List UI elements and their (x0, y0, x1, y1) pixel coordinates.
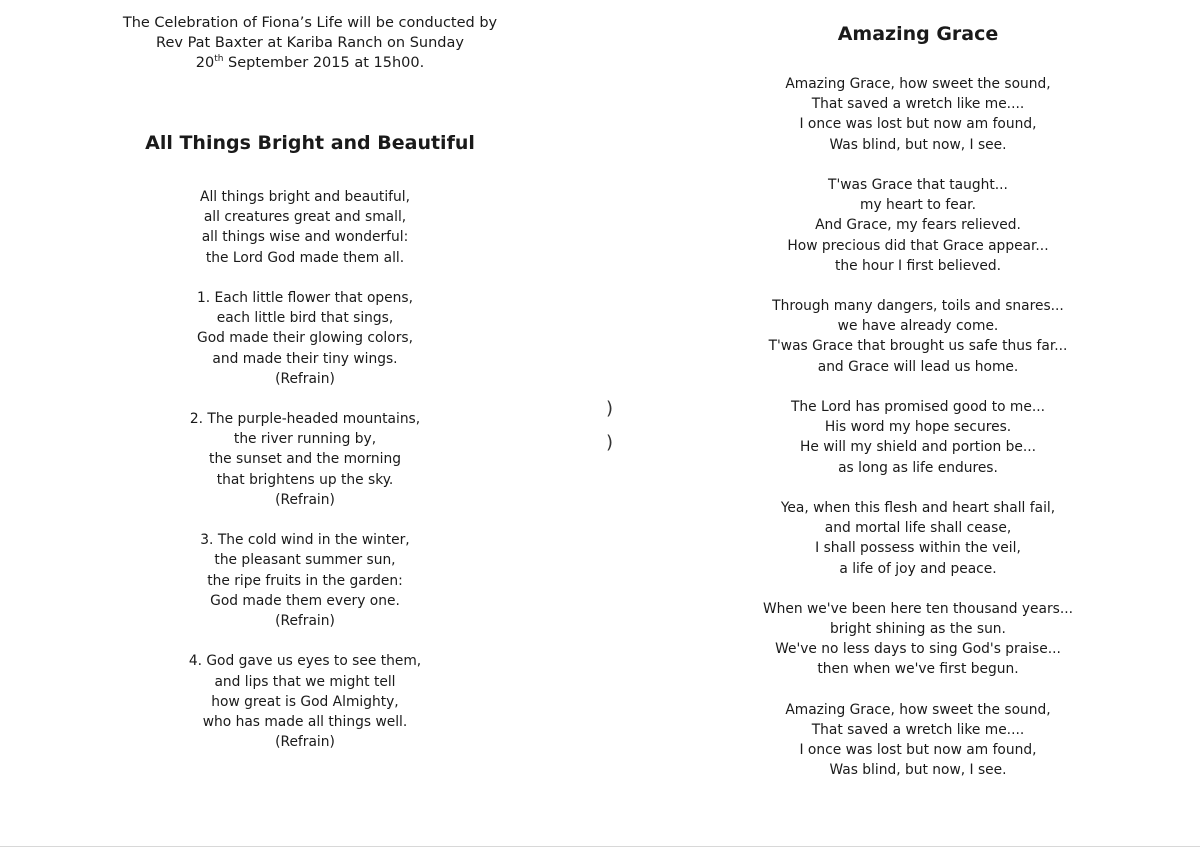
verse-line: the Lord God made them all. (205, 249, 405, 266)
stanza (708, 397, 1128, 478)
verse-line: Yea, when this flesh and heart shall fail, (780, 499, 1056, 516)
verse-line: the hour I first believed. (834, 257, 1001, 274)
verse-line: Was blind, but now, I see. (829, 136, 1007, 153)
notice-line (100, 53, 520, 73)
verse-line: Amazing Grace, how sweet the sound, (785, 76, 1051, 92)
stanza (708, 296, 1128, 377)
verse-line: When we've been here ten thousand years... (763, 600, 1073, 617)
notice-day: 20 (195, 55, 215, 72)
verse-line: How precious did that Grace appear... (787, 237, 1049, 254)
verse-line: (Refrain) (275, 734, 335, 751)
verse-line: I once was lost but now am found, (799, 742, 1037, 759)
verse-line: and lips that we might tell (214, 673, 396, 690)
verse-line: Was blind, but now, I see. (829, 762, 1007, 779)
stanza (708, 700, 1128, 781)
verse-line: the pleasant summer sun, (214, 552, 396, 569)
verse-line: God made them every one. (210, 592, 400, 609)
verse-line: a life of joy and peace. (839, 560, 997, 577)
verse-line: how great is God Almighty, (211, 693, 399, 710)
verse-line: 3. The cold wind in the winter, (200, 532, 410, 549)
verse-line: then when we've first begun. (817, 661, 1019, 678)
verse-line: we have already come. (837, 318, 999, 335)
stanza (708, 175, 1128, 276)
verse-line: who has made all things well. (202, 713, 408, 730)
stanza (70, 409, 540, 510)
verse-line: and made their tiny wings. (212, 350, 398, 367)
verse-line: Amazing Grace, how sweet the sound, (785, 701, 1051, 718)
verse-line: Through many dangers, toils and snares... (772, 298, 1064, 315)
stanza (70, 288, 540, 389)
verse-line: all things wise and wonderful: (201, 229, 409, 246)
verse-line: I once was lost but now am found, (799, 116, 1037, 133)
verse-line: 1. Each little flower that opens, (196, 289, 413, 306)
verse-line: And Grace, my fears relieved. (815, 217, 1021, 234)
stanza (70, 530, 540, 631)
notice-line: Rev Pat Baxter at Kariba Ranch on Sunday (156, 35, 464, 52)
stanza (708, 74, 1128, 155)
verse-line: That saved a wretch like me.... (811, 96, 1025, 113)
verse-line: each little bird that sings, (216, 310, 394, 327)
right-page (608, 0, 1200, 849)
page-bottom-edge (0, 846, 1200, 847)
verse-line: the river running by, (233, 431, 377, 448)
verse-line: my heart to fear. (860, 197, 976, 214)
verse-line: and Grace will lead us home. (817, 358, 1019, 375)
fold-mark: ) (606, 432, 614, 453)
hymn-title-all-things-bright: All Things Bright and Beautiful (145, 132, 475, 154)
verse-line: All things bright and beautiful, (200, 189, 410, 205)
stanza (70, 651, 540, 752)
verse-line: 2. The purple-headed mountains, (189, 411, 421, 428)
notice-date-rest: September 2015 at 15h00. (223, 55, 425, 72)
fold-mark: ) (606, 398, 614, 419)
verse-line: That saved a wretch like me.... (811, 722, 1025, 738)
verse-line: (Refrain) (275, 491, 335, 508)
verse-line: the sunset and the morning (209, 451, 401, 468)
verse-line: that brightens up the sky. (216, 471, 394, 488)
verse-line: all creatures great and small, (203, 209, 407, 226)
verse-line: T'was Grace that taught... (828, 176, 1008, 193)
verse-line: His word my hope secures. (824, 419, 1012, 436)
notice-day-suffix: th (214, 54, 224, 65)
hymn-title-amazing-grace: Amazing Grace (837, 23, 999, 45)
verse-line: 4. God gave us eyes to see them, (188, 653, 422, 670)
verse-line: The Lord has promised good to me... (790, 399, 1046, 415)
verse-line: T'was Grace that brought us safe thus far... (768, 338, 1068, 355)
hymn-verses-left (70, 187, 540, 772)
notice-line: The Celebration of Fiona’s Life will be conducted by (122, 15, 498, 31)
verse-line: and mortal life shall cease, (824, 520, 1012, 537)
stanza (708, 498, 1128, 579)
verse-line: We've no less days to sing God's praise... (775, 641, 1061, 658)
verse-line: He will my shield and portion be... (799, 439, 1037, 456)
verse-line: I shall possess within the veil, (815, 540, 1021, 557)
stanza (708, 599, 1128, 680)
hymn-verses-right (708, 74, 1128, 801)
verse-line: the ripe fruits in the garden: (207, 572, 403, 589)
verse-line: (Refrain) (275, 370, 335, 387)
verse-line: God made their glowing colors, (197, 330, 413, 347)
service-notice (100, 13, 520, 74)
verse-line: (Refrain) (275, 612, 335, 629)
stanza (70, 187, 540, 268)
verse-line: as long as life endures. (838, 459, 998, 476)
verse-line: bright shining as the sun. (830, 621, 1006, 638)
